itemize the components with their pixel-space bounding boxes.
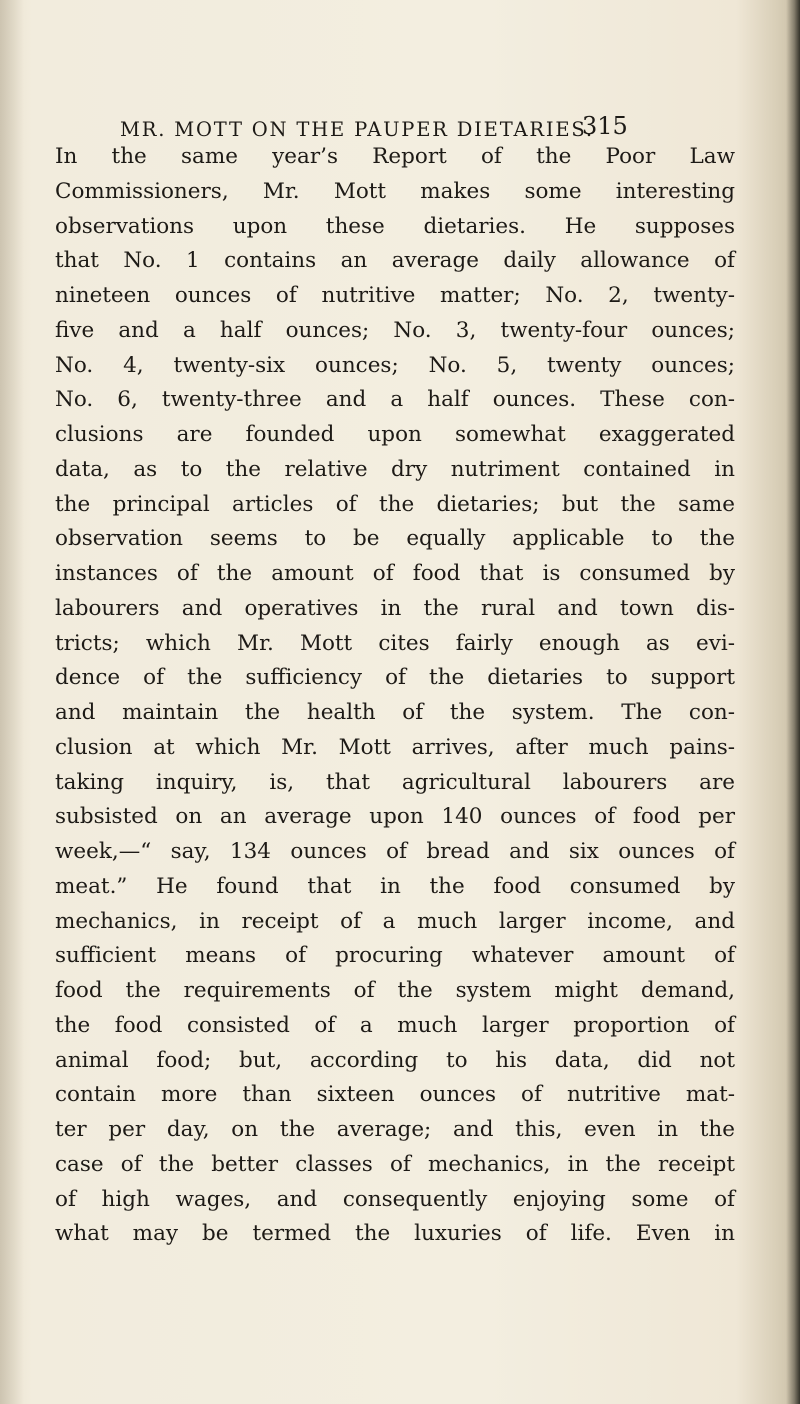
text-line: meat.” He found that in the food consumed by bbox=[55, 873, 735, 899]
text-line: of high wages, and consequently enjoying some of bbox=[55, 1186, 735, 1212]
text-line: labourers and operatives in the rural and town dis- bbox=[55, 595, 735, 621]
text-line: observations upon these dietaries. He supposes bbox=[55, 213, 735, 239]
text-line: tricts; which Mr. Mott cites fairly enough as evi- bbox=[55, 630, 735, 656]
text-line: and maintain the health of the system. The con- bbox=[55, 700, 735, 725]
text-line: instances of the amount of food that is consumed by bbox=[55, 561, 735, 586]
text-line: food the requirements of the system might demand, bbox=[55, 978, 735, 1003]
text-line: observation seems to be equally applicable to the bbox=[55, 526, 735, 552]
text-line: what may be termed the luxuries of life. Even in bbox=[55, 1221, 735, 1247]
text-line: taking inquiry, is, that agricultural labourers are bbox=[55, 769, 735, 795]
text-line: ter per day, on the average; and this, even in the bbox=[55, 1117, 735, 1142]
gutter-shadow bbox=[0, 0, 24, 1404]
body-text bbox=[55, 140, 735, 1252]
page-edge-shadow bbox=[786, 0, 800, 1404]
text-line: clusions are founded upon somewhat exaggerated bbox=[55, 422, 735, 447]
text-line: sufficient means of procuring whatever amount of bbox=[55, 943, 735, 969]
text-line: Commissioners, Mr. Mott makes some interesting bbox=[55, 178, 735, 204]
running-head: MR. MOTT ON THE PAUPER DIETARIES. bbox=[120, 118, 594, 141]
text-line: contain more than sixteen ounces of nutritive mat- bbox=[55, 1082, 735, 1108]
text-line: animal food; but, according to his data, did not bbox=[55, 1047, 735, 1073]
text-line: In the same year’s Report of the Poor Law bbox=[55, 144, 735, 169]
text-line: subsisted on an average upon 140 ounces of food per bbox=[55, 804, 735, 830]
text-line: nineteen ounces of nutritive matter; No. 2, twenty- bbox=[55, 283, 735, 308]
page-number: 315 bbox=[582, 112, 628, 140]
text-line: data, as to the relative dry nutriment contained in bbox=[55, 456, 735, 482]
text-line: clusion at which Mr. Mott arrives, after much pains- bbox=[55, 734, 735, 760]
text-line: the food consisted of a much larger proportion of bbox=[55, 1012, 735, 1038]
text-line: case of the better classes of mechanics, in the receipt bbox=[55, 1151, 735, 1177]
text-line: No. 6, twenty-three and a half ounces. These con- bbox=[55, 387, 735, 413]
text-line: week,—“ say, 134 ounces of bread and six ounces of bbox=[55, 839, 735, 864]
text-line: the principal articles of the dietaries; but the same bbox=[55, 491, 735, 517]
text-line: five and a half ounces; No. 3, twenty-four ounces; bbox=[55, 317, 735, 343]
text-line: No. 4, twenty-six ounces; No. 5, twenty ounces; bbox=[55, 352, 735, 378]
text-line: mechanics, in receipt of a much larger income, and bbox=[55, 908, 735, 934]
text-line: that No. 1 contains an average daily allowance of bbox=[55, 248, 735, 274]
text-line: dence of the sufficiency of the dietaries to support bbox=[55, 665, 735, 691]
